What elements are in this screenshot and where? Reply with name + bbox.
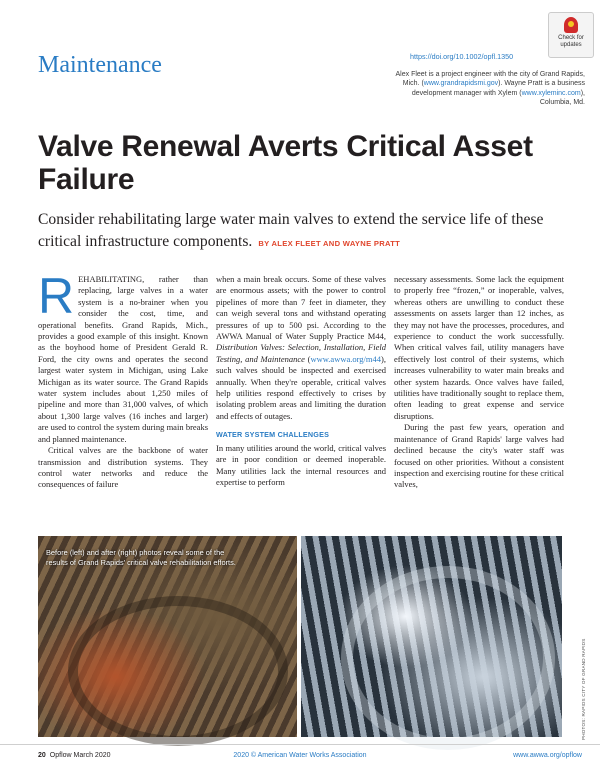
after-photo [301,536,562,737]
m44-link[interactable]: www.awwa.org/m44 [310,353,382,364]
badge-label-line1: Check for [558,35,584,41]
body-column-1 [38,268,208,491]
paragraph [216,274,386,422]
photo-credit-text: PHOTOS: RAPIDS CITY OF GRAND RAPIDS [581,638,586,740]
grand-rapids-link[interactable]: www.grandrapidsmi.gov [423,80,499,88]
byline: BY ALEX FLEET AND WAYNE PRATT [258,239,401,248]
author-bio-text-1: Alex Fleet is a project engineer with the city of Grand Rapids, Mich. ( [395,71,585,88]
deck-text: Consider rehabilitating large water main valves to extend the service life of these critical infrastructure components. [38,211,544,250]
paragraph-text: EHABILITATING, rather than replacing, large valves in a water system is a no-brainer when you consider the cost, time, and operational benefits. Grand Rapids, Mich., provides a good example of this insight. Known as the boyhood home of President Gerald R. Ford, the city owns and operates the second largest water system in Michigan, using Lake Michigan as its water source. The Grand Rapids water system includes about 1,250 miles of pipeline and more than 31,000 valves, of which about 1,300 large valves (16 inches and larger) are used to control the system during main breaks and planned maintenance. [38,274,208,444]
article-title: Valve Renewal Averts Critical Asset Failure [38,130,533,196]
xylem-link[interactable]: www.xyleminc.com [521,89,581,97]
manual-title: Distribution Valves: Selection, Installation, Field Testing, and Maintenance [216,342,386,364]
paragraph-text: ( [304,353,311,364]
author-bio [380,70,585,108]
doi-link[interactable]: https://doi.org/10.1002/opfl.1350 [410,52,514,61]
section-title: Maintenance [38,52,162,78]
author-bio-text-3: ), Columbia, Md. [539,89,585,107]
issue-label: Opflow March 2020 [49,752,111,759]
check-for-updates-badge[interactable] [548,12,594,58]
footer-divider [0,744,600,745]
copyright: 2020 © American Water Works Association [233,752,367,759]
body-column-3 [394,274,564,491]
body-column-2 [216,274,386,488]
badge-label-line2: updates [560,41,582,48]
badge-label [549,35,593,48]
drop-cap: R [38,268,75,324]
photo-pair [38,536,562,737]
subheading: WATER SYSTEM CHALLENGES [216,430,330,440]
photo-caption: Before (left) and after (right) photos reveal some of the results of Grand Rapids' critical valve rehabilitation efforts. [46,548,236,568]
article-deck [38,209,583,255]
page-number: 20 [38,752,46,759]
bookmark-icon [564,17,578,33]
paragraph: Critical valves are the backbone of water transmission and distribution systems. They control water networks and reduce the consequences of failure [38,445,208,490]
website-link[interactable]: www.awwa.org/opflow [513,752,582,759]
paragraph [38,268,208,445]
paragraph-text: ), such valves should be inspected and exercised annually. When they're operable, critical valves help utilities respond effectively to crises by isolating problem areas and limiting the duration and effects of outages. [216,353,386,421]
paragraph: necessary assessments. Some lack the equipment to properly free “frozen,” or inoperable, valves, whereas others are unwilling to conduct these assessments on assets larger than 12 inches, as they may not have the processes, procedures, and experience to conduct the work successfully. When critical valves fail, utility managers have effectively lost control of their systems, which increases vulnerability to water main breaks and other system hazards. Once valves have failed, utilities have traditionally sought to replace them, often leading to great expense and service disruptions. [394,274,564,421]
author-bio-text-2: ). Wayne Pratt is a business development manager with Xylem ( [411,80,585,97]
paragraph: In many utilities around the world, critical valves are in poor condition or deemed inoperable. Many utilities lack the internal resources and expertise to perform [216,442,386,487]
photo-credit [571,638,586,740]
paragraph-text: when a main break occurs. Some of these valves are enormous assets; with the power to control pipelines of more than 7 feet in diameter, they can weigh several tons and withstand operating pressures of up to 500 psi. According to the AWWA Manual of Water Supply Practice M44, [216,274,386,342]
folio [38,752,111,759]
paragraph: During the past few years, operation and maintenance of Grand Rapids' large valves had declined because the city's water staff was focused on other priorities. Without a consistent inspection and exercising routine for these critical valves, [394,422,564,490]
